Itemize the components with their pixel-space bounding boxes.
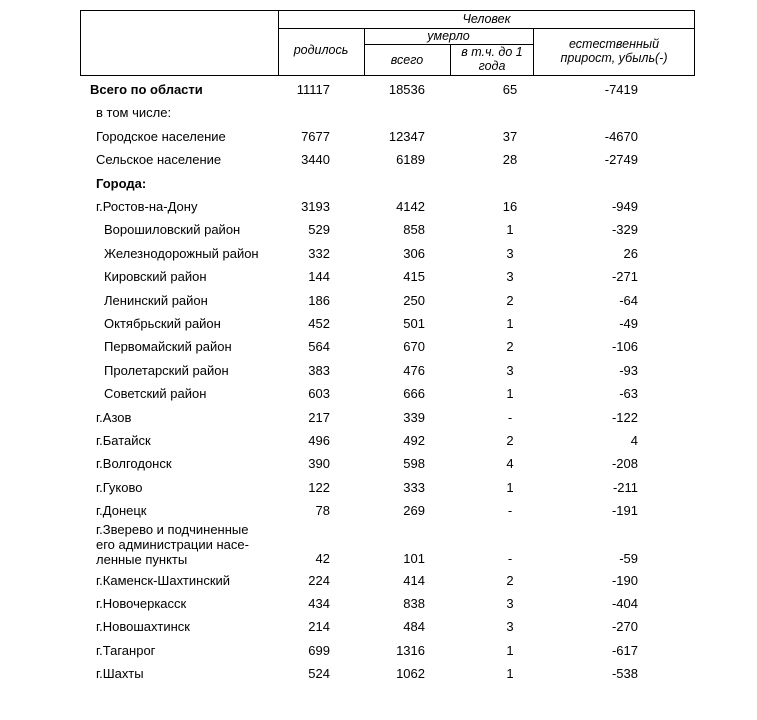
infant-deaths-value: 4 bbox=[506, 456, 514, 472]
row-label: Ленинский район bbox=[104, 292, 208, 308]
table-row bbox=[0, 313, 757, 336]
table-row bbox=[0, 360, 757, 383]
row-label: Кировский район bbox=[104, 269, 207, 285]
infant-deaths-value: 2 bbox=[506, 572, 514, 588]
died-value: 414 bbox=[403, 572, 425, 588]
infant-deaths-value: 16 bbox=[502, 199, 518, 214]
header-died: умерло bbox=[427, 29, 470, 43]
infant-deaths-value: 37 bbox=[502, 128, 518, 144]
died-value: 306 bbox=[403, 245, 425, 261]
born-value: 186 bbox=[308, 292, 330, 308]
natural-growth-value: -538 bbox=[611, 666, 638, 682]
natural-growth-value: -191 bbox=[611, 503, 638, 519]
died-value: 858 bbox=[403, 222, 425, 238]
table-row bbox=[0, 126, 757, 149]
born-value: 434 bbox=[308, 596, 330, 611]
table-row bbox=[0, 616, 757, 639]
table-row bbox=[0, 266, 757, 289]
born-value: 7677 bbox=[301, 128, 330, 144]
died-value: 269 bbox=[403, 503, 425, 519]
died-value: 18536 bbox=[388, 82, 425, 97]
natural-growth-value: -63 bbox=[619, 386, 638, 402]
row-label: Сельское население bbox=[96, 152, 222, 168]
infant-deaths-value: 3 bbox=[506, 619, 514, 635]
infant-deaths-value: 3 bbox=[506, 362, 514, 378]
died-value: 476 bbox=[403, 362, 425, 378]
row-label: г.Таганрог bbox=[96, 642, 156, 658]
row-label: Всего по области bbox=[90, 82, 203, 97]
row-label: Первомайский район bbox=[104, 339, 232, 355]
natural-growth-value: -93 bbox=[619, 362, 638, 378]
died-value: 1316 bbox=[396, 642, 425, 658]
born-value: 11117 bbox=[296, 82, 330, 97]
natural-growth-value: 26 bbox=[623, 245, 638, 261]
row-label: г.Азов bbox=[96, 409, 132, 425]
natural-growth-value: -208 bbox=[611, 456, 638, 472]
born-value: 390 bbox=[308, 456, 330, 472]
table-row bbox=[0, 79, 757, 102]
natural-growth-value: -122 bbox=[611, 409, 638, 425]
natural-growth-value: -59 bbox=[619, 550, 638, 566]
died-value: 250 bbox=[403, 292, 425, 308]
row-label: Городское население bbox=[96, 128, 226, 144]
natural-growth-value: -211 bbox=[612, 479, 638, 495]
row-label: в том числе: bbox=[96, 105, 172, 121]
died-value: 598 bbox=[403, 456, 425, 472]
row-label: Советский район bbox=[104, 386, 207, 402]
table-row bbox=[0, 290, 757, 313]
row-label: г.Ростов-на-Дону bbox=[96, 199, 198, 214]
row-label: г.Новошахтинск bbox=[96, 619, 190, 635]
natural-growth-value: -617 bbox=[611, 642, 638, 658]
row-label: Ворошиловский район bbox=[104, 222, 241, 238]
infant-deaths-value: 1 bbox=[506, 316, 514, 331]
row-label: г.Зверево и подчиненные его администрации насе- ленные пункты bbox=[96, 521, 249, 567]
infant-deaths-value: 2 bbox=[506, 433, 514, 448]
natural-growth-value: 4 bbox=[630, 433, 638, 448]
died-value: 333 bbox=[403, 479, 425, 495]
row-label: г.Каменск-Шахтинский bbox=[96, 572, 231, 588]
infant-deaths-value: 1 bbox=[506, 386, 514, 402]
died-value: 12347 bbox=[388, 128, 425, 144]
born-value: 214 bbox=[308, 619, 330, 635]
infant-deaths-value: - bbox=[507, 503, 513, 519]
table-row bbox=[0, 149, 757, 172]
table-row bbox=[0, 570, 757, 593]
row-label: г.Волгодонск bbox=[96, 456, 172, 472]
table-row bbox=[0, 383, 757, 406]
died-value: 670 bbox=[403, 339, 425, 355]
natural-growth-value: -64 bbox=[619, 292, 638, 308]
infant-deaths-value: - bbox=[507, 409, 513, 425]
born-value: 224 bbox=[308, 572, 330, 588]
row-label: г.Шахты bbox=[96, 666, 144, 682]
natural-growth-value: -949 bbox=[611, 199, 638, 214]
natural-growth-value: -7419 bbox=[604, 82, 638, 97]
natural-growth-value: -271 bbox=[611, 269, 638, 285]
infant-deaths-value: 2 bbox=[506, 339, 514, 355]
natural-growth-value: -190 bbox=[611, 572, 638, 588]
table-row bbox=[0, 663, 757, 686]
born-value: 564 bbox=[308, 339, 330, 355]
table-row bbox=[0, 336, 757, 359]
header-died-total: всего bbox=[390, 53, 424, 67]
row-label: Октябрьский район bbox=[104, 316, 221, 331]
infant-deaths-value: 1 bbox=[506, 222, 514, 238]
row-label: г.Новочеркасск bbox=[96, 596, 187, 611]
infant-deaths-value: 1 bbox=[506, 479, 514, 495]
natural-growth-value: -2749 bbox=[604, 152, 638, 168]
died-value: 838 bbox=[403, 596, 425, 611]
born-value: 496 bbox=[308, 433, 330, 448]
died-value: 339 bbox=[403, 409, 425, 425]
died-value: 1062 bbox=[396, 666, 425, 682]
died-value: 415 bbox=[403, 269, 425, 285]
table-row bbox=[0, 521, 757, 570]
infant-deaths-value: 1 bbox=[506, 666, 514, 682]
natural-growth-value: -404 bbox=[611, 596, 638, 611]
died-value: 666 bbox=[403, 386, 425, 402]
natural-growth-value: -106 bbox=[611, 339, 638, 355]
born-value: 3440 bbox=[301, 152, 330, 168]
natural-growth-value: -4670 bbox=[604, 128, 638, 144]
infant-deaths-value: - bbox=[507, 550, 513, 566]
natural-growth-value: -329 bbox=[611, 222, 638, 238]
born-value: 452 bbox=[308, 316, 330, 331]
died-value: 6189 bbox=[396, 152, 425, 168]
row-label: Железнодорожный район bbox=[104, 245, 259, 261]
table-row bbox=[0, 196, 757, 219]
table-row bbox=[0, 640, 757, 663]
infant-deaths-value: 2 bbox=[506, 292, 514, 308]
born-value: 122 bbox=[308, 479, 330, 495]
table-row bbox=[0, 593, 757, 616]
born-value: 78 bbox=[315, 503, 330, 519]
born-value: 529 bbox=[308, 222, 330, 238]
table-row bbox=[0, 430, 757, 453]
table-row bbox=[0, 453, 757, 476]
row-label: г.Гуково bbox=[96, 479, 143, 495]
born-value: 217 bbox=[308, 409, 330, 425]
born-value: 3193 bbox=[301, 199, 330, 214]
died-value: 501 bbox=[403, 316, 425, 331]
died-value: 4142 bbox=[396, 199, 425, 214]
born-value: 383 bbox=[308, 362, 330, 378]
born-value: 42 bbox=[315, 550, 330, 566]
infant-deaths-value: 65 bbox=[502, 82, 518, 97]
died-value: 484 bbox=[403, 619, 425, 635]
header-people: Человек bbox=[462, 12, 511, 26]
header-died-infant: в т.ч. до 1 года bbox=[461, 45, 523, 73]
infant-deaths-value: 3 bbox=[506, 596, 514, 611]
infant-deaths-value: 3 bbox=[506, 269, 514, 285]
row-label: г.Донецк bbox=[96, 503, 147, 519]
born-value: 332 bbox=[308, 245, 330, 261]
table-row bbox=[0, 477, 757, 500]
natural-growth-value: -49 bbox=[619, 316, 638, 331]
died-value: 492 bbox=[403, 433, 425, 448]
table-row bbox=[0, 219, 757, 242]
table-row bbox=[0, 173, 757, 196]
born-value: 524 bbox=[308, 666, 330, 682]
header-natural-growth: естественный прирост, убыль(-) bbox=[560, 37, 668, 65]
header-born: родилось bbox=[293, 43, 349, 57]
row-label: г.Батайск bbox=[96, 433, 151, 448]
born-value: 603 bbox=[308, 386, 330, 402]
row-label: Пролетарский район bbox=[104, 362, 229, 378]
table-row bbox=[0, 243, 757, 266]
row-label: Города: bbox=[96, 175, 147, 191]
born-value: 699 bbox=[308, 642, 330, 658]
table-row bbox=[0, 102, 757, 125]
table-row bbox=[0, 500, 757, 523]
natural-growth-value: -270 bbox=[611, 619, 638, 635]
table-row bbox=[0, 407, 757, 430]
infant-deaths-value: 3 bbox=[506, 245, 514, 261]
infant-deaths-value: 1 bbox=[506, 642, 514, 658]
infant-deaths-value: 28 bbox=[502, 152, 518, 168]
table-header bbox=[80, 10, 695, 76]
died-value: 101 bbox=[403, 550, 425, 566]
born-value: 144 bbox=[308, 269, 330, 285]
